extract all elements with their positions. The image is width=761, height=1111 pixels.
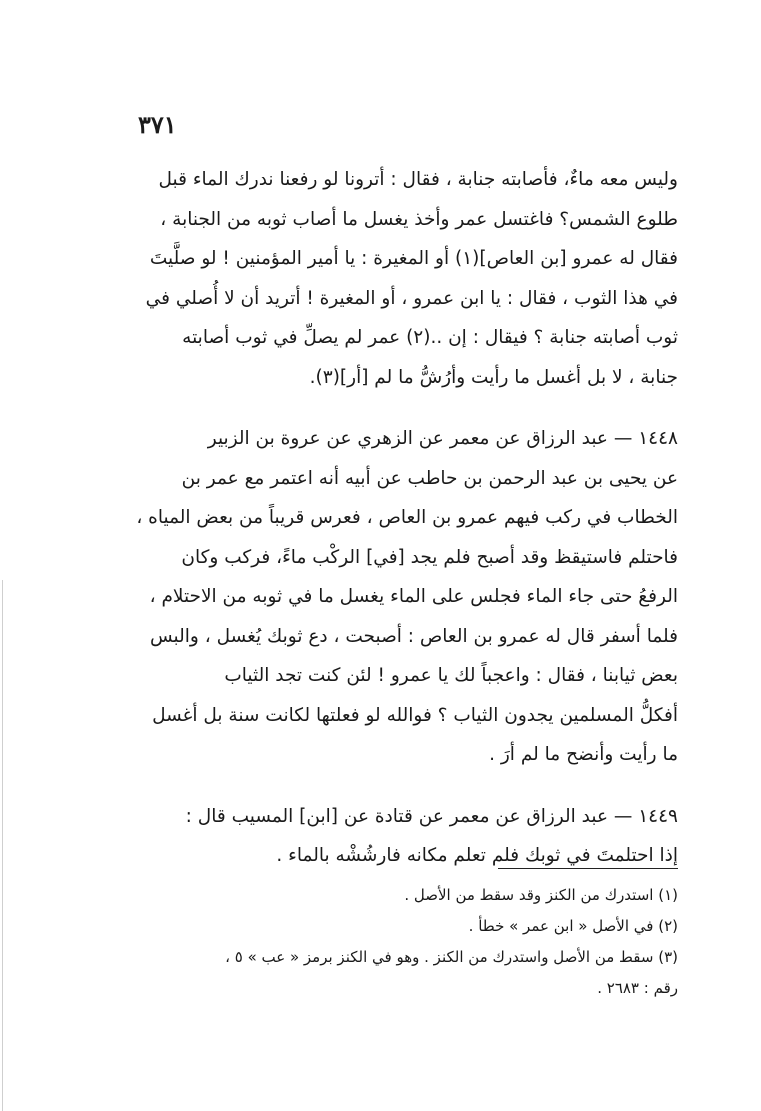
footnote-3: (٣) سقط من الأصل واستدرك من الكنز . وهو في الكنز برمز « عب » ٥ ، xyxy=(225,948,678,966)
footnote-1: (١) استدرك من الكنز وقد سقط من الأصل . xyxy=(404,886,678,904)
text-line: الرفعُ حتى جاء الماء فجلس على الماء يغسل ما في ثوبه من الاحتلام ، xyxy=(149,586,678,607)
paragraph-continuation xyxy=(66,160,678,397)
text-line: عن يحيى بن عبد الرحمن بن حاطب عن أبيه أنه اعتمر مع عمر بن xyxy=(181,467,678,489)
text-line: أفكلُّ المسلمين يجدون الثياب ؟ فوالله لو فعلتها لكانت سنة بل أغسل xyxy=(152,704,678,726)
footnote-divider xyxy=(498,868,678,869)
text-line: فلما أسفر قال له عمرو بن العاص : أصبحت ، دع ثوبك يُغسل ، والبس xyxy=(149,625,678,647)
text-line: إذا احتلمتَ في ثوبك فلم تعلم مكانه فارشُشْه بالماء . xyxy=(276,845,678,866)
text-line: فقال له عمرو [بن العاص](١) أو المغيرة : يا أمير المؤمنين ! لو صلَّيتَ xyxy=(149,248,678,269)
text-line: ١٤٤٩ — عبد الرزاق عن معمر عن قتادة عن [ابن] المسيب قال : xyxy=(185,805,678,827)
text-line: في هذا الثوب ، فقال : يا ابن عمرو ، أو المغيرة ! أتريد أن لا أُصلي في xyxy=(145,287,678,309)
text-line: جنابة ، لا بل أغسل ما رأيت وأرُشُّ ما لم [أر](٣). xyxy=(309,366,678,388)
text-line: فاحتلم فاستيقظ وقد أصبح فلم يجد [في] الركْب ماءً، فركب وكان xyxy=(181,546,678,568)
main-text xyxy=(66,160,678,876)
footnotes xyxy=(66,880,678,1004)
footnote-2: (٢) في الأصل « ابن عمر » خطأ . xyxy=(468,917,678,935)
hadith-1449 xyxy=(66,797,678,876)
text-line: ما رأيت وأنضح ما لم أرَ . xyxy=(489,744,678,765)
page-edge-line xyxy=(2,580,3,1111)
footnote-3-continuation: رقم : ٢٦٨٣ . xyxy=(597,979,678,997)
text-line: ثوب أصابته جنابة ؟ فيقال : إن ..(٢) عمر لم يصلِّ في ثوب أصابته xyxy=(182,327,678,348)
text-line: طلوع الشمس؟ فاغتسل عمر وأخذ يغسل ما أصاب ثوبه من الجنابة ، xyxy=(160,208,678,230)
text-line: الخطاب في ركب فيهم عمرو بن العاص ، فعرس قريباً من بعض المياه ، xyxy=(136,507,678,528)
page-number: ٣٧١ xyxy=(138,110,177,139)
hadith-1448 xyxy=(66,419,678,775)
text-line: ١٤٤٨ — عبد الرزاق عن معمر عن الزهري عن عروة بن الزبير xyxy=(207,428,678,449)
text-line: وليس معه ماءٌ، فأصابته جنابة ، فقال : أترونا لو رفعنا ندرك الماء قبل xyxy=(158,169,678,190)
text-line: بعض ثيابنا ، فقال : واعجباً لك يا عمرو ! لئن كنت تجد الثياب xyxy=(224,665,678,686)
